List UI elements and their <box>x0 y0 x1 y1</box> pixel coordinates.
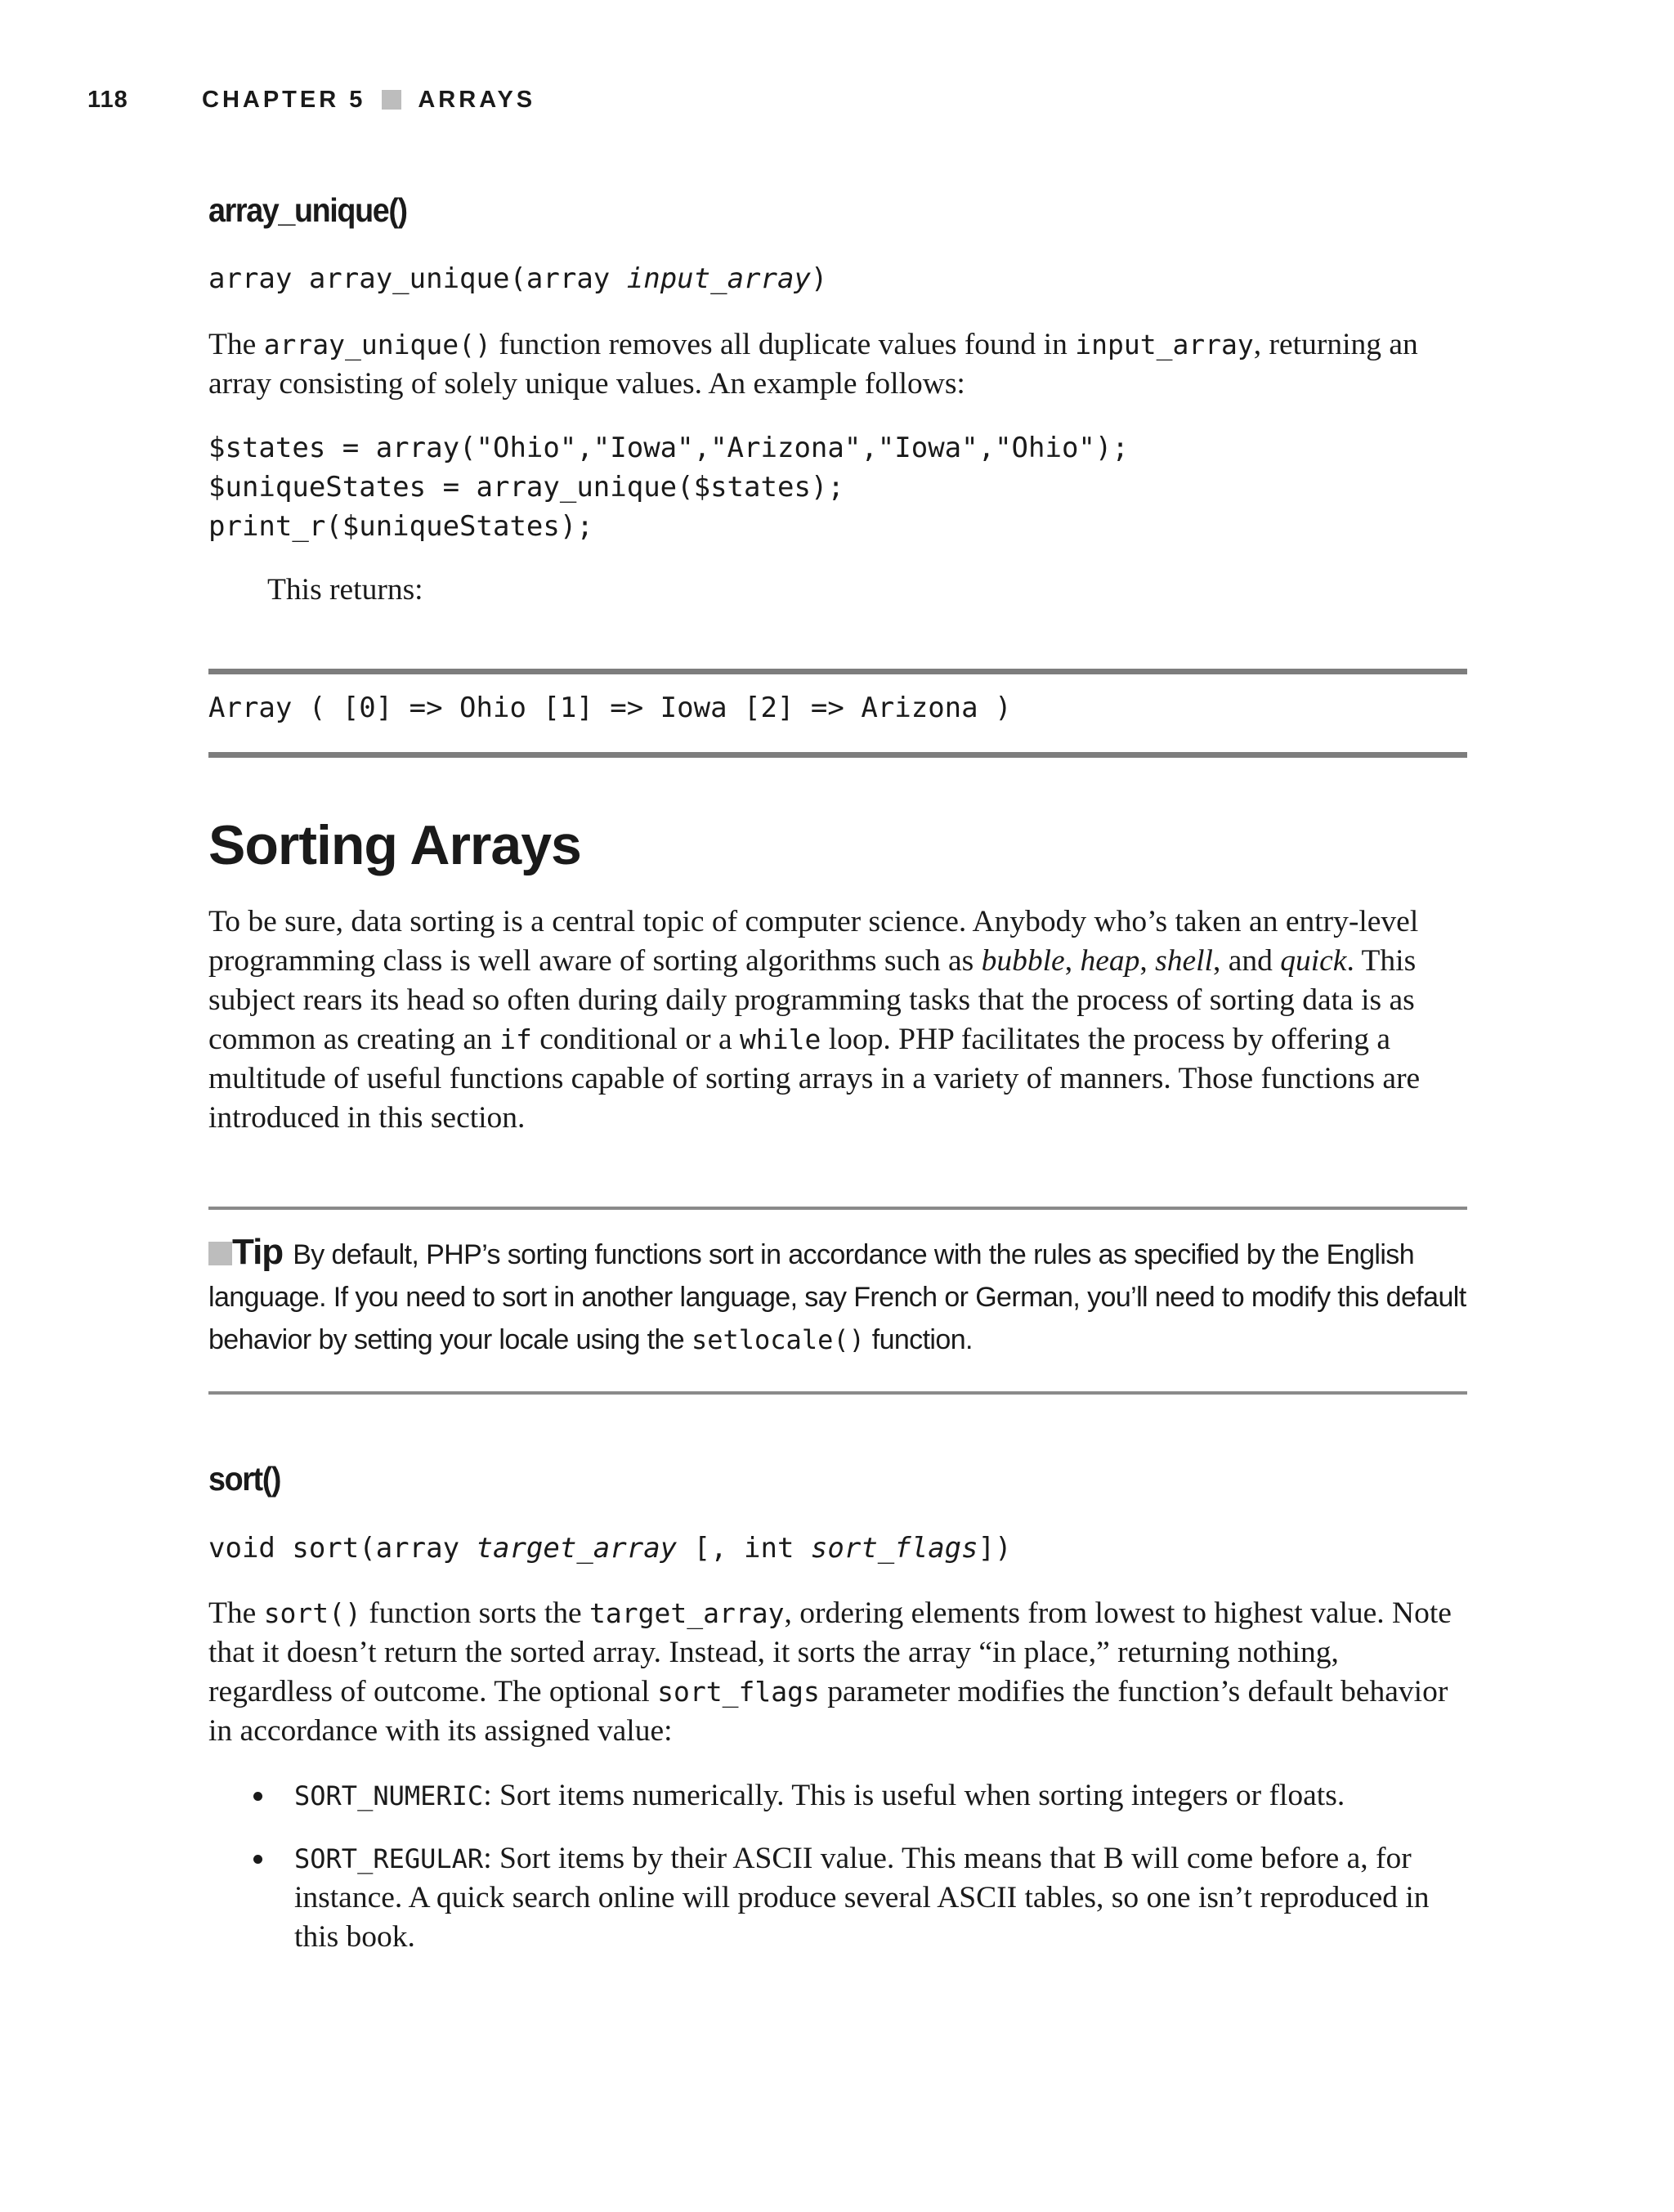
sort-signature <box>208 1532 1012 1565</box>
inline-code: while <box>739 1023 821 1055</box>
tip-box <box>208 1231 1467 1361</box>
text: loop. PHP facilitates the process by offering a multitude of useful functions capable of sorting arrays in a variety of manners. Those functions are introduced in this section. <box>208 1023 1421 1135</box>
emphasis: quick <box>1280 944 1347 978</box>
text: function sorts the <box>360 1596 590 1630</box>
signature-param: sort_flags <box>810 1532 978 1565</box>
output-top-rule <box>208 669 1467 674</box>
sort-heading: sort() <box>208 1460 281 1498</box>
inline-code: input_array <box>1075 329 1254 360</box>
tip-text: By default, PHP’s sorting functions sort in accordance with the rules as specified by the English language. If you need to sort in another language, say French or German, you’ll need to modify this default behavior by setting your locale using the <box>208 1239 1466 1355</box>
signature-suffix: ) <box>810 262 828 295</box>
inline-code: target_array <box>589 1597 785 1629</box>
signature-param: input_array <box>626 262 811 295</box>
text: . This subject rears its head so often during daily programming tasks that the process of sorting data is as common as creating an <box>208 944 1417 1056</box>
output-bottom-rule <box>208 752 1467 758</box>
tip-top-rule <box>208 1207 1467 1210</box>
page-number: 118 <box>87 86 128 113</box>
signature-prefix: array array_unique(array <box>208 262 627 295</box>
flag-name: SORT_REGULAR <box>294 1843 484 1874</box>
tip-bottom-rule <box>208 1391 1467 1395</box>
emphasis: heap <box>1080 944 1140 978</box>
inline-code: array_unique() <box>263 329 491 360</box>
text: The <box>208 328 264 361</box>
inline-code: sort_flags <box>657 1676 820 1708</box>
tip-square-icon <box>208 1242 232 1265</box>
text: , <box>1064 944 1081 978</box>
signature-part: ]) <box>978 1532 1012 1565</box>
section-label: ARRAYS <box>418 86 536 113</box>
text: parameter modifies the function’s default behavior in accordance with its assigned value: <box>208 1675 1448 1748</box>
text: , ordering elements from lowest to highest value. Note that it doesn’t return the sorted array. Instead, it sorts the array “in place,” returning nothing, regardless of outcome. The optional <box>208 1596 1452 1708</box>
inline-code: if <box>499 1023 532 1055</box>
sorting-arrays-heading: Sorting Arrays <box>208 814 581 876</box>
bullet-icon <box>253 1855 262 1864</box>
tip-text: function. <box>864 1324 973 1355</box>
chapter-label: CHAPTER 5 <box>202 86 366 113</box>
array-unique-example-code: $states = array("Ohio","Iowa","Arizona","Iowa","Ohio"); $uniqueStates = array_unique($states); print_r($uniqueStates); <box>208 432 1129 543</box>
sort-flags-list <box>253 1776 1463 1981</box>
returns-label: This returns: <box>267 573 423 607</box>
list-item <box>253 1776 1463 1816</box>
running-head <box>87 83 535 116</box>
tip-label: Tip <box>232 1232 284 1272</box>
array-unique-output: Array ( [0] => Ohio [1] => Iowa [2] => Arizona ) <box>208 692 1012 724</box>
text: To be sure, data sorting is a central topic of computer science. Anybody who’s taken an entry-level programming class is well aware of sorting algorithms such as <box>208 905 1419 978</box>
text: , <box>1139 944 1156 978</box>
signature-part: [, int <box>677 1532 811 1565</box>
sorting-intro-paragraph <box>208 902 1467 1138</box>
flag-description: : Sort items numerically. This is useful when sorting integers or floats. <box>483 1779 1345 1812</box>
text: , and <box>1212 944 1281 978</box>
inline-code: setlocale() <box>691 1324 865 1355</box>
inline-code: sort() <box>263 1597 361 1629</box>
emphasis: shell <box>1155 944 1213 978</box>
bullet-icon <box>253 1792 262 1801</box>
emphasis: bubble <box>981 944 1065 978</box>
signature-part: void sort(array <box>208 1532 477 1565</box>
sort-description <box>208 1594 1467 1751</box>
array-unique-signature <box>208 262 827 295</box>
list-item <box>253 1839 1463 1957</box>
text: function removes all duplicate values found in <box>490 328 1076 361</box>
text: conditional or a <box>531 1023 740 1056</box>
flag-name: SORT_NUMERIC <box>294 1780 484 1811</box>
array-unique-heading: array_unique() <box>208 191 407 229</box>
square-bullet-icon <box>382 90 401 110</box>
text: , returning an array consisting of solely unique values. An example follows: <box>208 328 1418 401</box>
array-unique-description <box>208 325 1467 404</box>
signature-param: target_array <box>476 1532 678 1565</box>
text: The <box>208 1596 264 1630</box>
flag-description: : Sort items by their ASCII value. This means that B will come before a, for instance. A quick search online will produce several ASCII tables, so one isn’t reproduced in this book. <box>294 1842 1430 1954</box>
